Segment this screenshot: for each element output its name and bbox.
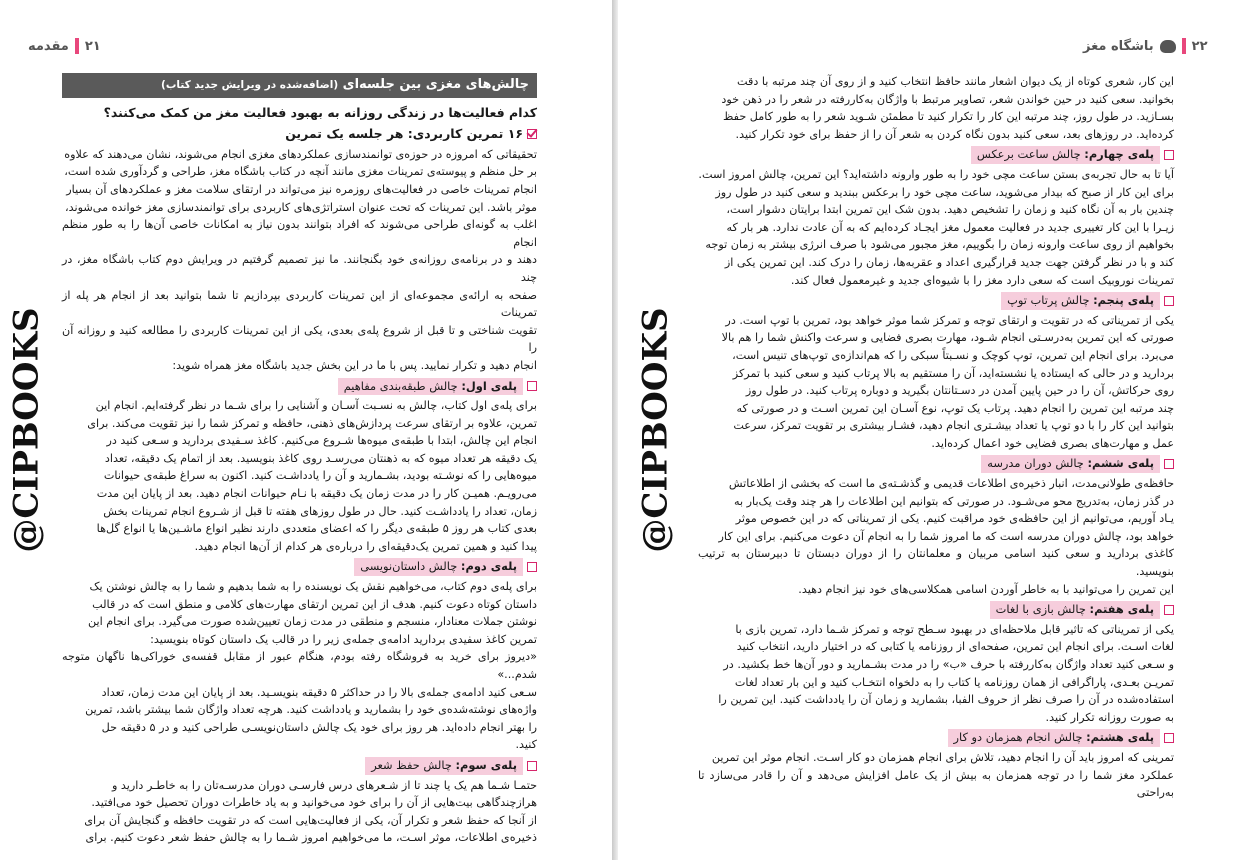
left-page	[0, 0, 612, 860]
step-label	[365, 757, 523, 775]
step-label	[948, 729, 1160, 747]
step-heading	[62, 378, 537, 396]
checkbox-icon	[1164, 150, 1174, 160]
step-body	[62, 578, 537, 754]
step-body	[698, 749, 1174, 802]
text-line: یکی از تمریناتی که در تقویت و ارتقای توجه و تمرکز شما موثر خواهد بود، تمرین با توپ است. در	[725, 313, 1174, 327]
text-line: صفحه به ارائه‌ی مجموعه‌ای از این تمرینات کاربردی بپردازیم تا شما بتوانید بعد از انجام هر پله از تمرینات	[62, 288, 537, 320]
step-heading	[698, 455, 1174, 473]
text-line: زیـرا با این کار تغییری جدید در فعالیت معمول مغز ایجـاد کرده‌ایم که به آن عادت ندارد. هر بار که	[726, 220, 1174, 234]
right-steps	[698, 146, 1174, 801]
checkbox-icon	[527, 381, 537, 391]
text-line: انجام دهید و تکرار نمایید. پس با ما در این بخش جدید باشگاه مغز همراه شوید:	[172, 358, 537, 372]
step-body	[62, 777, 537, 847]
step-label	[354, 558, 523, 576]
text-line: بخوانید. سعی کنید در حین خواندن شعر، تصاویر مرتبط با واژگان به‌کاررفته در شعر را در ذهن خود	[721, 92, 1174, 106]
step-number: پله‌ی پنجم:	[1093, 293, 1154, 308]
step-title: چالش پرتاب توپ	[1007, 293, 1094, 308]
step-title: چالش بازی با لغات	[995, 602, 1090, 617]
header-accent-bar	[75, 38, 79, 54]
text-line: تمرینی که امروز باید آن را انجام دهید، تلاش برای انجام همزمان دو کار اسـت. انجام موثر این تمرین	[711, 750, 1174, 764]
right-page	[618, 0, 1237, 860]
text-line: و سـعی کنید تعداد واژگان به‌کاررفته با حرف «ب» را در مدت بشـمارید و دور آن‌ها خط بکشید. در	[723, 658, 1174, 671]
text-line: تمرینات نوروبیک است که سعی دارد مغز را با شیوه‌ای جدید و غیرمعمول فعال کند.	[790, 273, 1174, 287]
text-line: به صورت روزانه تکرار کنید.	[1045, 710, 1174, 724]
text-line: را بهتر انجام داده‌اید. هر روز برای خود یک چالش داستان‌نویسـی طراحی کنید و در ۵ دقیقه حل	[101, 720, 537, 734]
text-line: نوشتن جملات معنادار، منسجم و منطقی در مدت زمان تعیین‌شده صورت می‌گیرد. برای انجام این	[87, 615, 537, 629]
text-line: تمرین، علاوه بر ارتقای سرعت پردازش‌های ذهنی، حافظه و تمرکز شما را نیز تقویت می‌کند. برای	[87, 416, 537, 430]
checkbox-icon	[1164, 459, 1174, 469]
text-line: می‌برد. برای انجام این تمرین، توپ کوچک و نسـبتاً سبکی را که هم‌اندازه‌ی توپ‌های تنیس است،	[732, 348, 1174, 362]
text-line: زمان، تعداد را یادداشـت کنید. حال در طول روزهای هفته تا قبل از شـروع انجام تمرینات بخش	[103, 504, 537, 518]
text-line: کرده‌اید. در روزهای بعد، سعی کنید بدون نگاه کردن به شعر آن را از حفظ برای خود تکرار کنید.	[735, 127, 1174, 141]
step-heading	[698, 729, 1174, 747]
text-line: چندین بار به آن نگاه کنید و زمان را تشخیص دهید. بدون شک این تمرین ابتدا برایتان دشوار است،	[726, 203, 1174, 217]
left-page-header	[28, 38, 101, 54]
text-line: اغلب به گونه‌ای طراحی می‌شوند که افراد بتوانند بدون نیاز به امکانات خاصی آن‌ها را به طور منظم انجام	[62, 218, 537, 249]
text-line: لغات اسـت. برای انجام این تمرین، صفحه‌ای از روزنامه یا کتابی که در اختیار دارید، انتخاب کنید	[736, 640, 1174, 654]
text-line: بردارید و در حالی که ایستاده یا نشسته‌اید، آن را مستقیم به بالا پرتاب کنید و سعی کنید با تمرکز	[732, 366, 1174, 380]
step-title: چالش حفظ شعر	[371, 757, 456, 772]
continuation-paragraph	[698, 73, 1174, 143]
text-line: حتمـا شـما هم یک یا چند تا از شـعرهای درس فارسـی دوران مدرسـه‌تان را به خاطـر دارید و	[111, 778, 537, 792]
text-line: روی حرکاتش، آن را در حین پایین آمدن در دسـتانتان بگیرید و دوباره پرتاب کنید. در طول روز	[745, 384, 1174, 398]
text-line: این تمرین را می‌توانید با به خاطر آوردن اسامی همکلاسی‌های خود نیز انجام دهید.	[798, 582, 1174, 596]
text-line: چند مرتبه این تمرین را انجام دهید. پرتاب یک توپ، نوع آسـان این تمرین اسـت و در صورتی که	[736, 401, 1174, 415]
step-number: پله‌ی اول:	[461, 378, 517, 393]
step-body	[698, 312, 1174, 453]
step-number: پله‌ی چهارم:	[1084, 147, 1154, 162]
text-line: برای این کار از صبح که بیدار می‌شوید، ساعت مچی خود را برعکس ببندید و سعی کنید در طول روز	[715, 185, 1174, 199]
text-line: کاغذی بردارید و سعی کنید اسامی مربیان و معلمانتان را از دوران دبستان تا دبیرستان به ترتیب بنویسید.	[698, 547, 1174, 579]
header-accent-bar	[1182, 38, 1186, 54]
step-body	[698, 475, 1174, 598]
text-line: صورتی که این تمرین به‌درسـتی انجام شـود، مهارت بصری فضایی و سرعت واکنش شما را هم بالا	[721, 331, 1174, 345]
left-side-watermark: @CIPBOOKS	[6, 307, 47, 553]
text-line: میوه‌هایی را که نوشـته بودید، بشـمارید و آن را یادداشـت کنید. اکنون به سراغ طبقه‌ی حیوانات	[103, 469, 537, 483]
step-body	[698, 166, 1174, 289]
right-page-title: باشگاه مغز	[1083, 38, 1154, 54]
step-body	[698, 621, 1174, 727]
text-line: یک دقیقه هر تعداد میوه که به ذهنتان می‌رسـد روی کاغذ بنویسید. بعد از اتمام یک دقیقه، تعداد	[104, 451, 537, 465]
text-line: تحقیقاتی که امروزه در حوزه‌ی توانمندسازی عملکردهای مغزی انجام می‌شوند، نشان می‌دهند که علاوه	[64, 147, 537, 161]
text-line: «دیروز برای خرید به فروشگاه رفته بودم، هنگام عبور از مقابل قفسه‌ی خوراکی‌ها ناگهان متوجه شدم...»	[62, 650, 537, 681]
step-heading	[698, 146, 1174, 164]
text-line: تمرین کاغذ سفیدی بردارید ادامه‌ی جمله‌ی زیر را در قالب یک داستان کوتاه بنویسید:	[150, 632, 537, 646]
step-heading	[62, 757, 537, 775]
text-line: تقویت شناختی و تا قبل از شروع پله‌ی بعدی، یکی از این تمرینات کاربردی را مطالعه کنید و روزانه آن را	[62, 323, 537, 355]
step-number: پله‌ی هفتم:	[1089, 602, 1154, 617]
text-line: کنید.	[515, 738, 537, 752]
text-line: بخواهیم از روی ساعت وارونه زمان را بگوییم، مغز مجبور می‌شود با صرف انرژی بیشتر به زمان توجه	[705, 238, 1174, 252]
step-label	[1001, 292, 1160, 310]
text-line: برای پله‌ی اول کتاب، چالش به نسـبت آسـان و آشنایی را برای شـما در نظر گرفته‌ایم. انجام این	[95, 399, 537, 413]
task-title	[62, 125, 537, 143]
section-question: کدام فعالیت‌ها در زندگی روزانه به بهبود فعالیت مغز من کمک می‌کنند؟	[103, 104, 537, 120]
right-side-watermark: @CIPBOOKS	[635, 307, 676, 553]
text-line: برای پله‌ی دوم کتاب، می‌خواهیم نقش یک نویسنده را به شما بدهیم و شما را به چالش نوشتن یک	[89, 580, 537, 594]
step-body	[62, 397, 537, 555]
step-title: چالش ساعت برعکس	[976, 147, 1085, 162]
text-line: عملکرد مغز شما را در توجه همزمان به بیش از یک عامل افزایش می‌دهد و آن را قادر می‌سازد تا به‌راحتی	[698, 768, 1174, 800]
text-line: سـعی کنید ادامه‌ی جمله‌ی بالا را در حداکثر ۵ دقیقه بنویسـید. بعد از پایان این مدت زمان، تعداد	[101, 685, 537, 699]
text-line: بتوانید این کار را با دو توپ یا تعداد بیشـتری انجام دهید، فشـار بیشتری بر تقویت تمرکز، سرعت	[733, 419, 1174, 433]
step-heading	[698, 601, 1174, 619]
right-page-column	[698, 73, 1174, 802]
section-banner-note: (اضافه‌شده در ویرایش جدید کتاب)	[161, 79, 339, 91]
text-line: دهند و در برنامه‌ی روزانه‌ی خود بگنجانند. ما نیز تصمیم گرفتیم در ویرایش دوم کتاب باشگاه مغز، در چند	[62, 253, 537, 284]
step-heading	[698, 292, 1174, 310]
step-number: پله‌ی ششم:	[1087, 456, 1154, 471]
text-line: موثر باشد. این تمرینات که تحت عنوان استراتژی‌های کاربردی برای توانمندسازی مغز خوانده می‌شوند،	[65, 200, 537, 214]
checkbox-icon	[1164, 733, 1174, 743]
task-title-text: ۱۶ تمرین کاربردی: هر جلسه یک تمرین	[285, 126, 523, 142]
checkbox-icon	[527, 761, 537, 771]
text-line: حافظه‌ی طولانی‌مدت، انبار ذخیره‌ی اطلاعات قدیمی و گذشـته‌ی ما است که بخشی از اطلاعاتش	[728, 477, 1174, 491]
step-number: پله‌ی سوم:	[455, 757, 517, 772]
step-number: پله‌ی دوم:	[460, 559, 517, 574]
step-title: چالش انجام همزمان دو کار	[953, 730, 1087, 745]
text-line: استفاده‌شده در آن را صرف نظر از حروف الفبا، بشمارید و زمان آن را یادداشت کنید. این تمرین را	[718, 693, 1174, 707]
step-title: چالش دوران مدرسه	[987, 456, 1088, 471]
step-heading	[62, 558, 537, 576]
checked-box-icon	[527, 129, 537, 139]
right-page-header	[1083, 38, 1208, 54]
text-line: داستان کوتاه دعوت کنیم. هدف از این تمرین ارتقای مهارت‌های کلامی و منطق است که در قالب	[92, 597, 537, 611]
step-label	[990, 601, 1160, 619]
left-page-title: مقدمه	[28, 38, 69, 54]
right-page-number: ۲۲	[1191, 38, 1208, 54]
checkbox-icon	[1164, 605, 1174, 615]
text-line: خواهد بود، چالش دوران مدرسه است که ما امروز شما را به انجام آن دعوت می‌کنیم. برای این کار	[718, 529, 1174, 543]
text-line: کند و با در نظر گرفتن جهت جدید قرارگیری اعداد و عقربه‌ها، زمان را درک کند. این تمرین یکی از	[724, 255, 1174, 269]
text-line: بر حل منظم و پیوسته‌ی تمرینات مغزی مانند آنچه در کتاب باشگاه مغز، طراحی و گردآوری شده است،	[64, 165, 537, 179]
text-line: می‌رویـم. همیـن کار را در مدت زمان یک دقیقه با نـام حیوانات انجام دهید. بعد از پایان این مدت	[96, 487, 537, 501]
text-line: این کار، شعری کوتاه از یک دیوان اشعار مانند حافظ انتخاب کنید و از روی آن چند مرتبه با دقت	[737, 75, 1174, 88]
section-banner-title: چالش‌های مغزی بین جلسه‌ای	[342, 77, 529, 92]
step-title: چالش طبقه‌بندی مفاهیم	[343, 378, 462, 393]
intro-paragraph	[62, 146, 537, 375]
text-line: در گذر زمان، به‌تدریج محو می‌شـود. در صورتی که بتوانیم این اطلاعات را هر چند وقت یک‌بار به	[733, 494, 1174, 508]
brain-logo-icon	[1160, 40, 1176, 53]
checkbox-icon	[527, 562, 537, 572]
text-line: بسـازید. در طول روز، چند مرتبه این کار را تکرار کنید تا مطمئن شـوید شعر را به طور کامل حفظ	[723, 110, 1174, 124]
text-line: یـاد آوریم، می‌توانیم از این حافظه‌ی خود مراقبت کنیم. یکی از تمریناتی که در این خصوص موثر	[735, 512, 1174, 526]
step-title: چالش داستان‌نویسی	[360, 559, 461, 574]
checkbox-icon	[1164, 296, 1174, 306]
step-label	[971, 146, 1160, 164]
step-label	[981, 455, 1160, 473]
text-line: آیا تا به حال تجربه‌ی بستن ساعت مچی خود را به طور وارونه داشته‌اید؟ این تمرین، چالش امروز است.	[698, 167, 1174, 181]
left-page-column	[62, 73, 537, 847]
text-line: پیدا کنید و همین تمرین یک‌دقیقه‌ای را درباره‌ی هر کدام از آن‌ها انجام دهید.	[194, 539, 537, 553]
step-label	[338, 378, 523, 396]
text-line: انجام این چالش، ابتدا با طبقه‌ی میوه‌ها شـروع می‌کنیم. کاغذ سـفیدی بردارید و سـعی کنید در	[106, 434, 537, 448]
left-page-number: ۲۱	[84, 38, 101, 54]
text-line: از آنجا که حفظ شعر و تکرار آن، یکی از فعالیت‌هایی است که در تقویت حافظه و گنجایش آن برای	[84, 813, 537, 827]
step-number: پله‌ی هشتم:	[1086, 730, 1154, 745]
text-line: ذخیره‌ی اطلاعات، موثر اسـت، ما می‌خواهیم امروز شـما را به چالش حفظ شعر دعوت کنیم. برای	[85, 831, 537, 845]
text-line: بعدی کتاب هر روز ۵ طبقه‌ی دیگر را که اعضای متعددی دارند نظیر انواع ماشـین‌ها یا انواع گل‌ها	[96, 522, 537, 536]
text-line: هرازچندگاهی بیت‌هایی از آن را برای خود می‌خوانید و به یاد خاطرات دوران تحصیل خود می‌افتید.	[91, 796, 537, 810]
section-banner	[62, 73, 537, 98]
text-line: تمریـن بعـدی، پاراگرافی از همان روزنامه یا کتاب را به دلخواه انتخـاب کنید و این بار تعداد لغات	[734, 675, 1174, 689]
text-line: یکی از تمریناتی که تاثیر قابل ملاحظه‌ای در بهبود سـطح توجه و تمرکز شـما دارد، تمرین بازی با	[735, 622, 1174, 636]
text-line: واژه‌های نوشته‌شده‌ی خود را بشمارید و یادداشت کنید. هرچه تعداد واژگان شما بیشتر باشد، تمرین	[85, 703, 537, 717]
text-line: عمل و مهارت‌های بصری فضایی خود اعمال کرده‌اید.	[931, 436, 1174, 450]
left-steps	[62, 378, 537, 847]
text-line: انجام تمرینات خاصی در فعالیت‌های روزمره نیز می‌تواند در ارتقای سلامت مغز و عملکردهای آن بسیار	[66, 182, 537, 196]
